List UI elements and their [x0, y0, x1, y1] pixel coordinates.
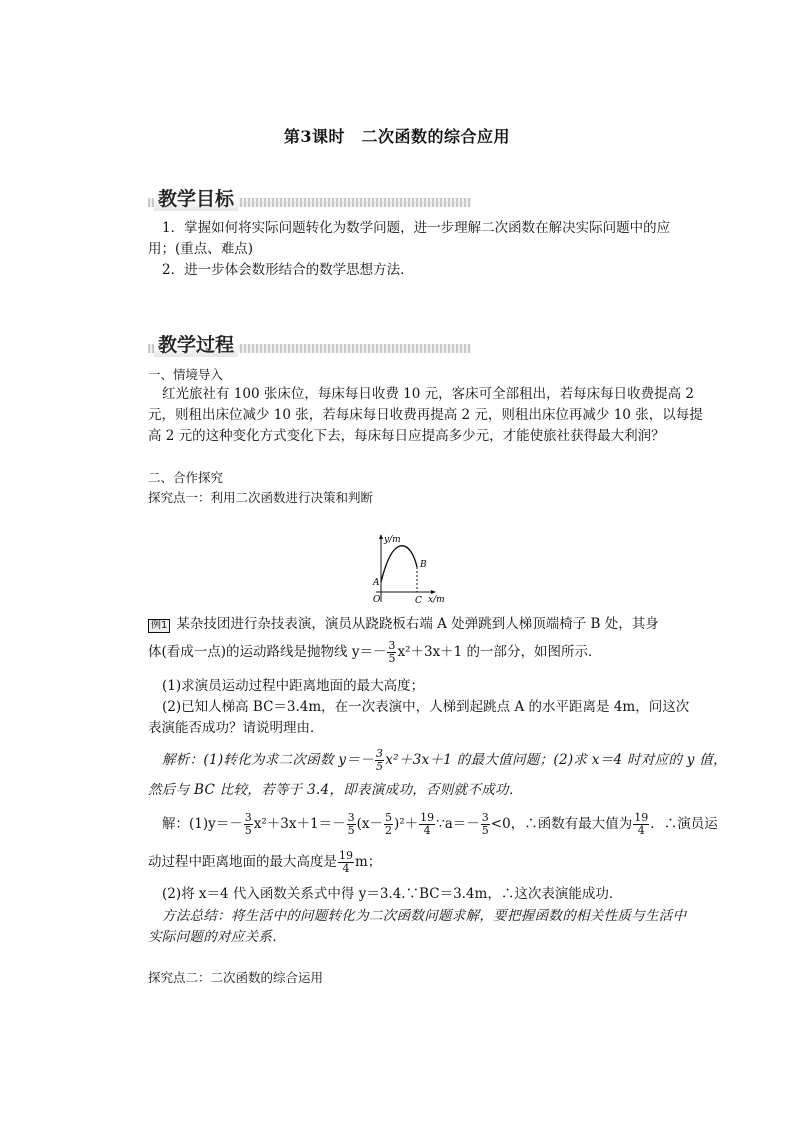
figure-point-c: C [415, 596, 422, 606]
section-banner-process [148, 330, 478, 356]
fraction-denominator: 5 [244, 824, 252, 837]
objective-2: 2．进一步体会数形结合的数学思想方法． [162, 262, 414, 278]
solution-seg-b: x²＋3x＋1＝－ [253, 816, 346, 832]
analysis-line1-pre: 解析：(1)转化为求二次函数 y＝－ [162, 752, 374, 768]
solution-line1 [162, 808, 718, 840]
intro-heading: 一、情境导入 [148, 367, 224, 382]
example-q2-line1: (2)已知人梯高 BC＝3.4m，在一次表演中，人梯到起跳点 A 的水平距离是 4m，问这次 [162, 699, 690, 715]
page-title: 第3课时 二次函数的综合应用 [283, 127, 511, 146]
explore-point-2: 探究点二：二次函数的综合运用 [148, 970, 324, 985]
fraction-numerator: 19 [339, 849, 353, 862]
solution-seg-d: )²＋ [393, 816, 419, 832]
section-heading-process: 教学过程 [154, 330, 238, 357]
fraction-denominator: 5 [375, 760, 384, 773]
fraction-19-4 [419, 812, 435, 837]
analysis-line1 [162, 744, 727, 776]
fraction-3-5 [387, 640, 396, 665]
fraction-3-5 [375, 748, 384, 773]
solution-line2-post: m； [355, 854, 382, 870]
figure-y-label: y/m [384, 535, 401, 545]
fraction-numerator: 19 [634, 811, 649, 824]
fraction-3-5 [347, 812, 356, 837]
example-q1: (1)求演员运动过程中距离地面的最大高度； [162, 678, 425, 694]
x-axis-arrow [431, 590, 436, 594]
fraction-3-5 [244, 812, 253, 837]
fraction-numerator: 3 [375, 747, 384, 760]
figure-x-label: x/m [428, 595, 445, 605]
objective-1-line1: 1．掌握如何将实际问题转化为数学问题，进一步理解二次函数在解决实际问题中的应 [162, 220, 671, 236]
solution-line2 [148, 846, 381, 878]
solution-line2-pre: 动过程中距离地面的最大高度是 [148, 854, 337, 870]
fraction-numerator: 5 [384, 811, 392, 824]
example-line2 [148, 636, 602, 668]
fraction-numerator: 3 [481, 811, 489, 824]
summary-line1: 方法总结：将生活中的问题转化为二次函数问题求解，要把握函数的相关性质与生活中 [162, 908, 687, 924]
parabola-figure [362, 532, 452, 608]
fraction-denominator: 5 [481, 824, 489, 837]
solution-seg-e: ∵a＝－ [436, 816, 480, 832]
figure-point-b: B [420, 560, 427, 570]
solution-part2: (2)将 x＝4 代入函数关系式中得 y＝3.4.∵BC＝3.4m，∴这次表演能成功． [162, 886, 623, 902]
solution-seg-g: ．∴演员运 [650, 816, 718, 832]
example-q2-line2: 表演能否成功？请说明理由． [148, 720, 324, 736]
section-banner-objectives [148, 184, 478, 210]
parabola-curve [381, 546, 417, 582]
explore-point-1: 探究点一：利用二次函数进行决策和判断 [148, 490, 374, 505]
example-tag: 例1 [148, 619, 170, 633]
example-line1-text: 某杂技团进行杂技表演，演员从跷跷板右端 A 处弹跳到人梯顶端椅子 B 处，其身 [176, 616, 659, 632]
fraction-numerator: 3 [244, 811, 252, 824]
figure-point-a: A [373, 578, 380, 588]
fraction-denominator: 4 [637, 824, 645, 837]
fraction-19-4 [633, 812, 649, 837]
fraction-denominator: 2 [384, 824, 392, 837]
fraction-denominator: 4 [423, 824, 431, 837]
intro-line2: 元，则租出床位减少 10 张，若每床每日收费再提高 2 元，则租出床位再减少 10 张，以每提 [148, 407, 703, 423]
fraction-19-4 [338, 850, 354, 875]
fraction-numerator: 3 [347, 811, 355, 824]
fraction-denominator: 5 [388, 652, 396, 665]
intro-line3: 高 2 元的这种变化方式变化下去，每床每日应提高多少元，才能使旅社获得最大利润？ [148, 428, 665, 444]
example-line2-pre: 体(看成一点)的运动路线是抛物线 y＝－ [148, 644, 387, 660]
fraction-numerator: 3 [388, 639, 396, 652]
section-heading-objectives: 教学目标 [154, 184, 238, 211]
analysis-line2: 然后与 BC 比较，若等于 3.4，即表演成功，否则就不成功． [148, 782, 523, 798]
intro-line1: 红光旅社有 100 张床位，每床每日收费 10 元，客床可全部租出，若每床每日收费提高 2 [162, 386, 694, 402]
objective-1-line2: 用；(重点、难点) [148, 241, 254, 257]
fraction-numerator: 19 [420, 811, 435, 824]
figure-origin: O [373, 595, 381, 605]
fraction-5-2 [384, 812, 393, 837]
solution-seg-f: <0，∴函数有最大值为 [490, 816, 633, 832]
fraction-denominator: 5 [347, 824, 355, 837]
fraction-denominator: 4 [342, 862, 350, 875]
example-line1 [148, 614, 659, 634]
solution-seg-c: (x－ [356, 816, 383, 832]
analysis-line1-post: x²＋3x＋1 的最大值问题；(2)求 x＝4 时对应的 y 值， [385, 752, 727, 768]
solution-seg-a: 解：(1)y＝－ [162, 816, 243, 832]
fraction-3-5 [481, 812, 490, 837]
summary-line2: 实际问题的对应关系． [148, 929, 286, 945]
y-axis-arrow [379, 534, 383, 539]
explore-heading: 二、合作探究 [148, 470, 224, 485]
example-line2-post: x²＋3x＋1 的一部分，如图所示． [397, 644, 602, 660]
